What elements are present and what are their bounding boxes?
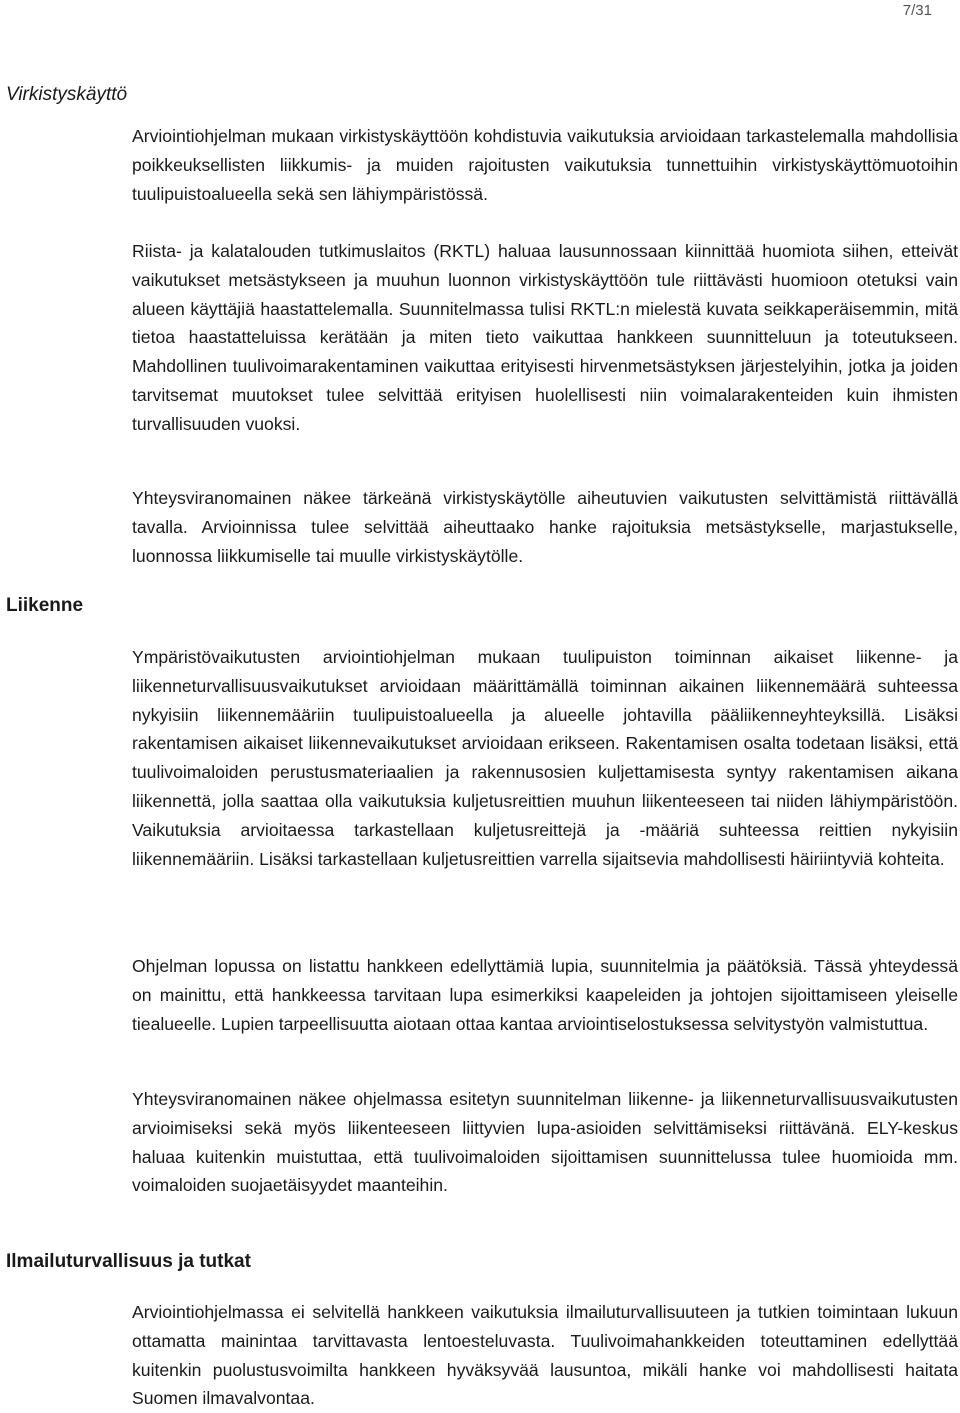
paragraph: Yhteysviranomainen näkee ohjelmassa esitetyn suunnitelman liikenne- ja liikenneturvallisuusvaikutusten arvioimiseksi sekä myös liikenteeseen liittyvien lupa-asioiden selvittämiseksi riittävänä. ELY-keskus haluaa kuitenkin muistuttaa, että tuulivoimaloiden sijoittamisen suunnittelussa tulee huomioida mm. voimaloiden suojaetäisyydet maanteihin.	[132, 1089, 958, 1196]
paragraph: Ohjelman lopussa on listattu hankkeen edellyttämiä lupia, suunnitelmia ja päätöksiä. Tässä yhteydessä on mainittu, että hankkeessa tarvitaan lupa esimerkiksi kaapeleiden ja johtojen sijoittamiseen yleiselle tiealueelle. Lupien tarpeellisuutta aiotaan ottaa kantaa arviointiselostuksessa selvitystyön valmistuttua.	[132, 956, 958, 1034]
section-heading-liikenne: Liikenne	[6, 595, 84, 616]
paragraph: Yhteysviranomainen näkee tärkeänä virkistyskäytölle aiheutuvien vaikutusten selvittämistä riittävällä tavalla. Arvioinnissa tulee selvittää aiheuttaako hanke rajoituksia metsästykselle, marjastukselle, luonnossa liikkumiselle tai muulle virkistyskäytölle.	[132, 488, 958, 566]
paragraph: Arviointiohjelman mukaan virkistyskäyttöön kohdistuvia vaikutuksia arvioidaan tarkastelemalla mahdollisia poikkeuksellisten liikkumis- ja muiden rajoitusten vaikutuksia tunnettuihin virkistyskäyttömuotoihin tuulipuistoalueella sekä sen lähiympäristössä.	[132, 126, 958, 204]
paragraph: Riista- ja kalatalouden tutkimuslaitos (RKTL) haluaa lausunnossaan kiinnittää huomiota siihen, etteivät vaikutukset metsästykseen ja muuhun luonnon virkistyskäyttöön tule riittävästi huomioon otetuksi vain alueen käyttäjiä haastattelemalla. Suunnitelmassa tulisi RKTL:n mielestä kuvata seikkaperäisemmin, mitä tietoa haastatteluissa kerätään ja miten tieto vaikuttaa hankkeen suunnitteluun ja toteutukseen. Mahdollinen tuulivoimarakentaminen vaikuttaa erityisesti hirvenmetsästyksen järjestelyihin, jotka ja joiden tarvitsemat muutokset tulee selvittää erityisen huolellisesti niin voimalarakenteiden kuin ihmisten turvallisuuden vuoksi.	[132, 241, 958, 434]
section-heading-ilmailuturvallisuus: Ilmailuturvallisuus ja tutkat	[6, 1251, 251, 1272]
page-number: 7/31	[902, 2, 932, 19]
section-heading-virkistyskaytto: Virkistyskäyttö	[6, 84, 128, 105]
paragraph: Ympäristövaikutusten arviointiohjelman mukaan tuulipuiston toiminnan aikaiset liikenne- ja liikenneturvallisuusvaikutukset arvioidaan määrittämällä toiminnan aikainen liikennemäärä suhteessa nykyisiin liikennemääriin tuulipuistoalueella ja alueelle johtavilla pääliikenneyhteyksillä. Lisäksi rakentamisen aikaiset liikennevaikutukset arvioidaan erikseen. Rakentamisen osalta todetaan lisäksi, että tuulivoimaloiden perustusmateriaalien ja rakennusosien kuljettamisesta syntyy rakentamisen aikana liikennettä, jolla saattaa olla vaikutuksia kuljetusreittien muuhun liikenteeseen tai niiden lähiympäristöön. Vaikutuksia arvioitaessa tarkastellaan kuljetusreittejä ja -määriä suhteessa reittien nykyisiin liikennemääriin. Lisäksi tarkastellaan kuljetusreittien varrella sijaitsevia mahdollisesti häiriintyviä kohteita.	[132, 647, 958, 869]
paragraph: Arviointiohjelmassa ei selvitellä hankkeen vaikutuksia ilmailuturvallisuuteen ja tutkien toimintaan lukuun ottamatta mainintaa tarvittavasta lentoesteluvasta. Tuulivoimahankkeiden toteuttaminen edellyttää kuitenkin puolustusvoimilta hankkeen hyväksyvää lausuntoa, mikäli hanke voi mahdollisesti haitata Suomen ilmavalvontaa.	[132, 1302, 958, 1409]
